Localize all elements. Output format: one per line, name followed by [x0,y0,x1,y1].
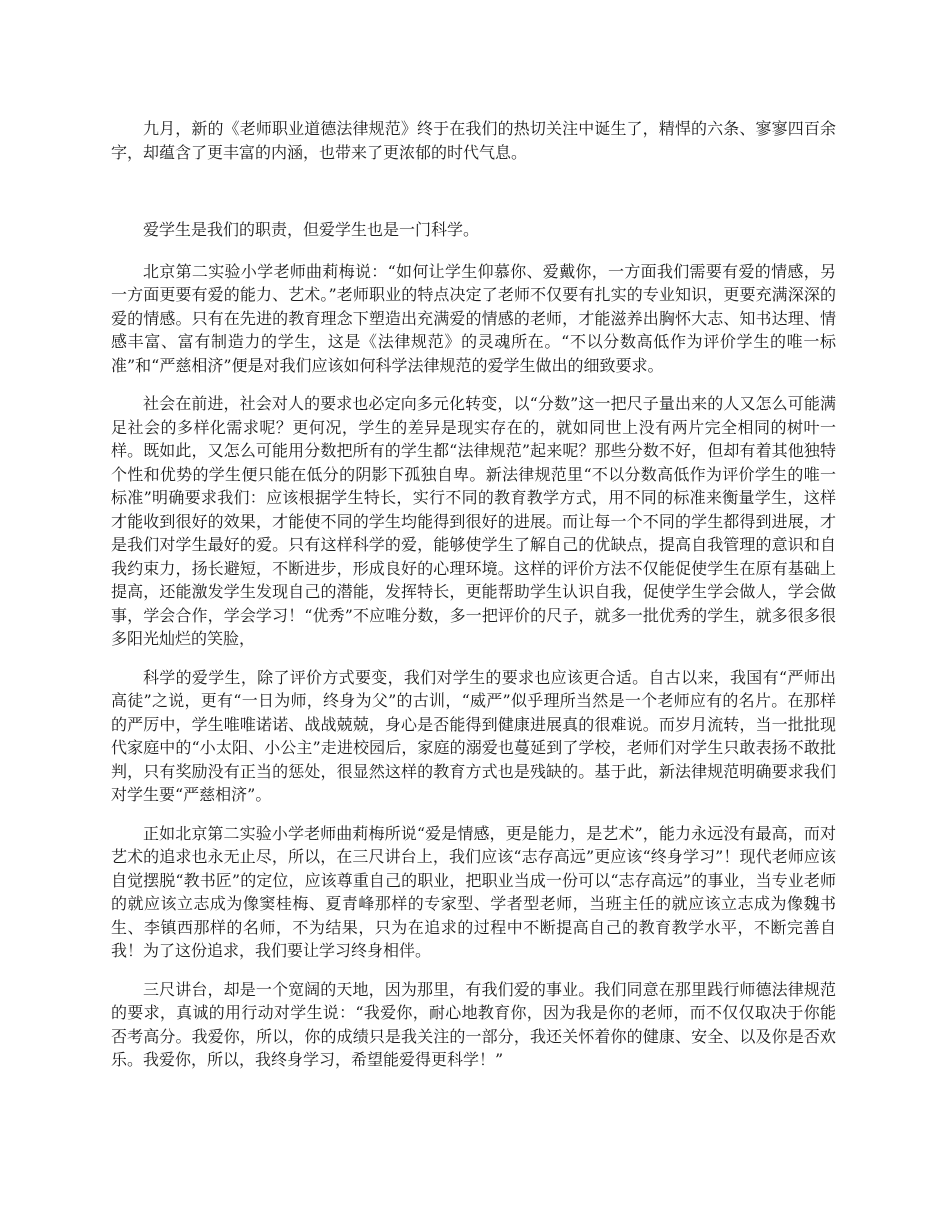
paragraph-thesis: 爱学生是我们的职责，但爱学生也是一门科学。 [143,220,480,239]
document-body [111,117,836,1087]
paragraph-quote-qu-limei: 北京第二实验小学老师曲莉梅说：“如何让学生仰慕你、爱戴你，一方面我们需要有爱的情感，另一方面更要有爱的能力、艺术。”老师职业的特点决定了老师不仅要有扎实的专业知识，更要充满深深的爱的情感。只有在先进的教育理念下塑造出充满爱的情感的老师，才能滋养出胸怀大志、知书达理、情感丰富、富有制造力的学生，这是《法律规范》的灵魂所在。“不以分数高低作为评价学生的唯一标准”和“严慈相济”便是对我们应该如何科学法律规范的爱学生做出的细致要求。 [111,261,836,375]
paragraph-lifelong-learning: 正如北京第二实验小学老师曲莉梅所说“爱是情感，更是能力，是艺术”，能力永远没有最高，而对艺术的追求也永无止尽，所以，在三尺讲台上，我们应该“志存高远”更应该“终身学习”！现代老师应该自觉摆脱“教书匠”的定位，应该尊重自己的职业，把职业当成一份可以“志存高远”的事业，当专业老师的就应该立志成为像窦桂梅、夏青峰那样的专家型、学者型老师，当班主任的就应该立志成为像魏书生、李镇西那样的名师，不为结果，只为在追求的过程中不断提高自己的教育教学水平，不断完善自我！为了这份追求，我们要让学习终身相伴。 [111,823,836,960]
paragraph-conclusion: 三尺讲台，却是一个宽阔的天地，因为那里，有我们爱的事业。我们同意在那里践行师德法律规范的要求，真诚的用行动对学生说：“我爱你，耐心地教育你，因为我是你的老师，而不仅仅取决于你能否考高分。我爱你，所以，你的成绩只是我关注的一部分，我还关怀着你的健康、安全、以及你是否欢乐。我爱你，所以，我终身学习，希望能爱得更科学！” [111,979,836,1069]
paragraph-strict-and-kind: 科学的爱学生，除了评价方式要变，我们对学生的要求也应该更合适。自古以来，我国有“严师出高徒”之说，更有“一日为师，终身为父”的古训，“威严”似乎理所当然是一个老师应有的名片。在那样的严厉中，学生唯唯诺诺、战战兢兢，身心是否能得到健康进展真的很难说。而岁月流转，当一批批现代家庭中的“小太阳、小公主”走进校园后，家庭的溺爱也蔓延到了学校，老师们对学生只敢表扬不敢批判，只有奖励没有正当的惩处，很显然这样的教育方式也是残缺的。基于此，新法律规范明确要求我们对学生要“严慈相济”。 [111,667,836,804]
paragraph-evaluation: 社会在前进，社会对人的要求也必定向多元化转变，以“分数”这一把尺子量出来的人又怎么可能满足社会的多样化需求呢？更何况，学生的差异是现实存在的，就如同世上没有两片完全相同的树叶一样。既如此，又怎么可能用分数把所有的学生都“法律规范”起来呢？那些分数不好，但却有着其他独特个性和优势的学生便只能在低分的阴影下孤独自卑。新法律规范里“不以分数高低作为评价学生的唯一标准”明确要求我们：应该根据学生特长，实行不同的教育教学方式，用不同的标准来衡量学生，这样才能收到很好的效果，才能使不同的学生均能得到很好的进展。而让每一个不同的学生都得到进展，才是我们对学生最好的爱。只有这样科学的爱，能够使学生了解自己的优缺点，提高自我管理的意识和自我约束力，扬长避短，不断进步，形成良好的心理环境。这样的评价方法不仅能促使学生在原有基础上提高，还能激发学生发现自己的潜能，发挥特长，更能帮助学生认识自我，促使学生学会做人，学会做事，学会合作，学会学习！“优秀”不应唯分数，多一把评价的尺子，就多一批优秀的学生，就多很多很多阳光灿烂的笑脸， [111,394,836,648]
paragraph-intro: 九月，新的《老师职业道德法律规范》终于在我们的热切关注中诞生了，精悍的六条、寥寥四百余字，却蕴含了更丰富的内涵，也带来了更浓郁的时代气息。 [111,119,836,162]
